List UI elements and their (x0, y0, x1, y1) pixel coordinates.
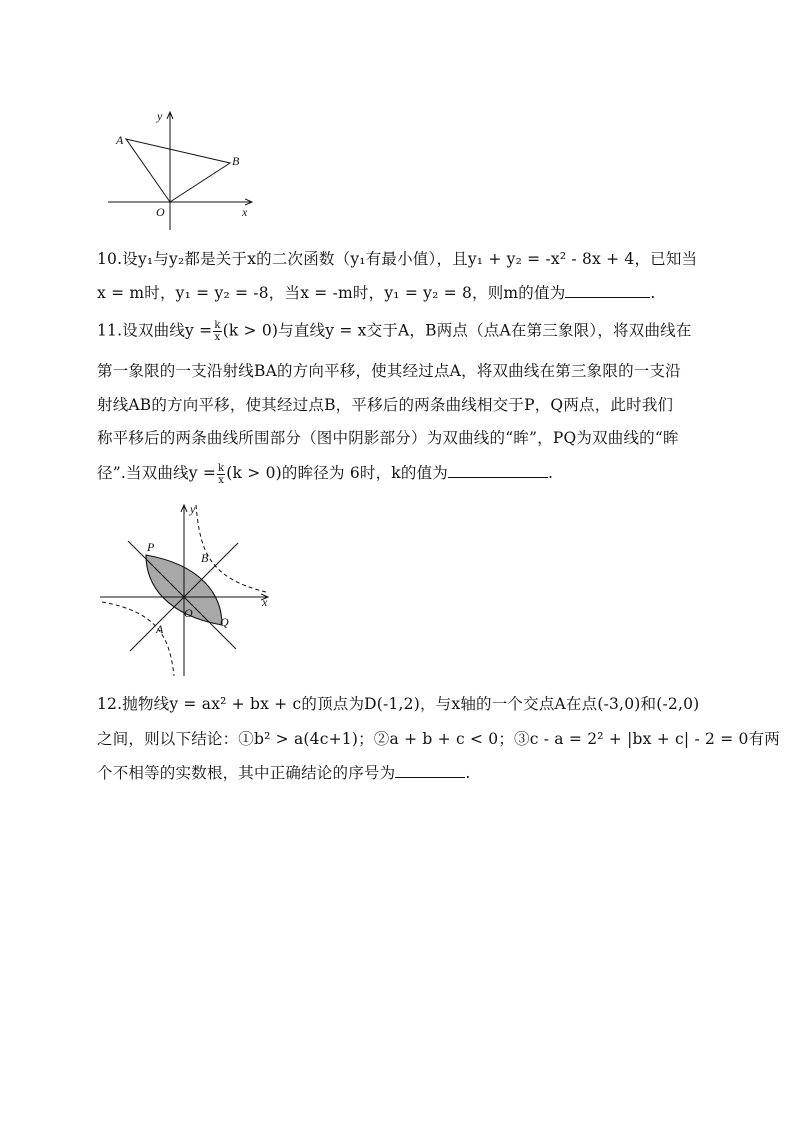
label-x: x (242, 205, 248, 219)
figure-triangle-aob (100, 106, 260, 234)
q11-line1: 11.设双曲线y = $\frac{k}{x}$ (k > 0)与直线y = x交于A，B两点（点A在第三象限），将双曲线在 (97, 320, 692, 343)
line-pq (128, 541, 236, 649)
hyperbola-branch-first (196, 505, 266, 592)
label-p: P (147, 540, 155, 554)
label-b: B (201, 551, 209, 565)
q11-answer-blank[interactable] (448, 462, 548, 478)
q10-answer-blank[interactable] (565, 282, 650, 298)
label-o: O (184, 606, 193, 620)
label-b: B (232, 154, 240, 168)
hyperbola-branch-third (102, 602, 174, 676)
triangle-aob (126, 139, 230, 202)
fraction-k-over-x-2: $\frac{k}{x}$ (218, 462, 225, 486)
q12-line1: 12.抛物线y = ax² + bx + c的顶点为D(-1,2)，与x轴的一个交点A在点(-3,0)和(-2,0) (97, 695, 700, 713)
figure-hyperbola-eye (96, 500, 276, 678)
q11-line3: 射线AB的方向平移，使其经过点B，平移后的两条曲线相交于P，Q两点，此时我们 (97, 396, 674, 414)
fraction-k-over-x: $\frac{k}{x}$ (214, 320, 221, 343)
label-q: Q (220, 615, 229, 629)
label-o: O (156, 205, 165, 219)
label-y: y (157, 109, 163, 123)
label-x: x (262, 595, 268, 609)
q12-line2: 之间，则以下结论：①b² > a(4c+1)；②a + b + c < 0；③c - a = 2² + |bx + c| - 2 = 0有两 (97, 730, 780, 748)
q11-line2: 第一象限的一支沿射线BA的方向平移，使其经过点A，将双曲线在第三象限的一支沿 (97, 362, 681, 380)
q10-line1: 10.设y₁与y₂都是关于x的二次函数（y₁有最小值），且y₁ + y₂ = -x² - 8x + 4，已知当 (97, 250, 698, 268)
q11-line5: 径”.当双曲线y = $\frac{k}{x}$ (k > 0)的眸径为 6时，k的值为 . (97, 462, 554, 486)
q12-line3: 个不相等的实数根，其中正确结论的序号为 . (97, 764, 471, 782)
label-a: A (156, 622, 164, 636)
label-y: y (190, 502, 196, 516)
q10-line2: x = m时，y₁ = y₂ = -8，当x = -m时，y₁ = y₂ = 8，则m的值为 . (97, 284, 656, 302)
q11-line4: 称平移后的两条曲线所围部分（图中阴影部分）为双曲线的“眸”，PQ为双曲线的“眸 (97, 429, 679, 447)
q12-answer-blank[interactable] (395, 762, 465, 778)
label-a: A (116, 133, 124, 147)
